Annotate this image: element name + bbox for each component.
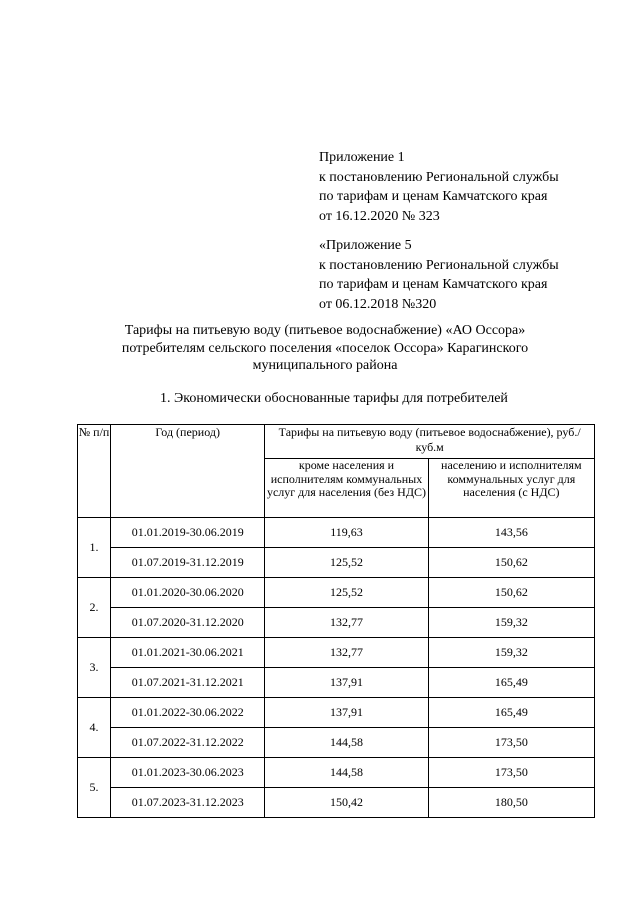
period-cell: 01.01.2023-30.06.2023 xyxy=(111,758,265,788)
appendix-1-line: по тарифам и ценам Камчатского края xyxy=(319,189,548,204)
period-cell: 01.07.2019-31.12.2019 xyxy=(111,548,265,578)
table-row xyxy=(78,548,595,578)
tariff-without-vat-cell: 125,52 xyxy=(265,578,428,608)
tariff-without-vat-cell: 137,91 xyxy=(265,668,428,698)
title-line: Тарифы на питьевую воду (питьевое водоснабжение) «АО Оссора» xyxy=(124,323,526,338)
header-tariff-with-vat: населению и исполнителям коммунальных услуг для населения (с НДС) xyxy=(428,459,594,518)
row-number: 1. xyxy=(78,518,111,578)
tariff-without-vat-cell: 144,58 xyxy=(265,728,428,758)
title-line: потребителям сельского поселения «поселок Оссора» Карагинского xyxy=(121,340,529,356)
appendix-1-block xyxy=(319,148,559,226)
header-tariff-without-vat: кроме населения и исполнителям коммунальных услуг для населения (без НДС) xyxy=(265,459,428,518)
tariff-without-vat-cell: 150,42 xyxy=(265,788,428,818)
tariff-with-vat-cell: 150,62 xyxy=(428,548,594,578)
row-number: 4. xyxy=(78,698,111,758)
tariff-with-vat-cell: 173,50 xyxy=(428,728,594,758)
tariff-without-vat-cell: 125,52 xyxy=(265,548,428,578)
table-row xyxy=(78,728,595,758)
document-title xyxy=(80,322,570,375)
tariff-with-vat-cell: 159,32 xyxy=(428,638,594,668)
table-row xyxy=(78,668,595,698)
header-num: № п/п xyxy=(78,425,111,518)
table-row xyxy=(78,788,595,818)
tariff-with-vat-cell: 143,56 xyxy=(428,518,594,548)
tariff-without-vat-cell: 119,63 xyxy=(265,518,428,548)
header-tariff-group: Тарифы на питьевую воду (питьевое водоснабжение), руб./куб.м xyxy=(265,425,595,459)
table-row xyxy=(78,638,595,668)
table-header-row xyxy=(78,425,595,459)
row-number: 5. xyxy=(78,758,111,818)
appendix-5-line: «Приложение 5 xyxy=(319,238,412,253)
tariff-without-vat-cell: 137,91 xyxy=(265,698,428,728)
appendix-5-block xyxy=(319,236,559,314)
appendix-5-line: к постановлению Региональной службы xyxy=(319,257,559,273)
period-cell: 01.01.2019-30.06.2019 xyxy=(111,518,265,548)
tariff-with-vat-cell: 165,49 xyxy=(428,698,594,728)
appendix-1-line: от 16.12.2020 № 323 xyxy=(319,208,440,224)
appendix-1-line: Приложение 1 xyxy=(319,150,405,165)
table-row xyxy=(78,518,595,548)
tariff-with-vat-cell: 165,49 xyxy=(428,668,594,698)
tariff-with-vat-cell: 180,50 xyxy=(428,788,594,818)
period-cell: 01.07.2022-31.12.2022 xyxy=(111,728,265,758)
table-row xyxy=(78,758,595,788)
period-cell: 01.07.2021-31.12.2021 xyxy=(111,668,265,698)
appendix-5-line: от 06.12.2018 №320 xyxy=(319,296,437,312)
appendix-1-line: к постановлению Региональной службы xyxy=(319,169,559,185)
title-line: муниципального района xyxy=(252,358,398,373)
tariff-with-vat-cell: 150,62 xyxy=(428,578,594,608)
table-row xyxy=(78,698,595,728)
period-cell: 01.07.2020-31.12.2020 xyxy=(111,608,265,638)
period-cell: 01.01.2021-30.06.2021 xyxy=(111,638,265,668)
row-number: 3. xyxy=(78,638,111,698)
appendix-5-line: по тарифам и ценам Камчатского края xyxy=(319,277,548,292)
tariff-table xyxy=(77,424,595,818)
section-heading: 1. Экономически обоснованные тарифы для потребителей xyxy=(160,391,508,406)
tariff-with-vat-cell: 159,32 xyxy=(428,608,594,638)
period-cell: 01.01.2022-30.06.2022 xyxy=(111,698,265,728)
table-row xyxy=(78,578,595,608)
tariff-with-vat-cell: 173,50 xyxy=(428,758,594,788)
header-period: Год (период) xyxy=(111,425,265,518)
table-row xyxy=(78,608,595,638)
row-number: 2. xyxy=(78,578,111,638)
period-cell: 01.01.2020-30.06.2020 xyxy=(111,578,265,608)
period-cell: 01.07.2023-31.12.2023 xyxy=(111,788,265,818)
tariff-without-vat-cell: 144,58 xyxy=(265,758,428,788)
tariff-without-vat-cell: 132,77 xyxy=(265,638,428,668)
tariff-without-vat-cell: 132,77 xyxy=(265,608,428,638)
